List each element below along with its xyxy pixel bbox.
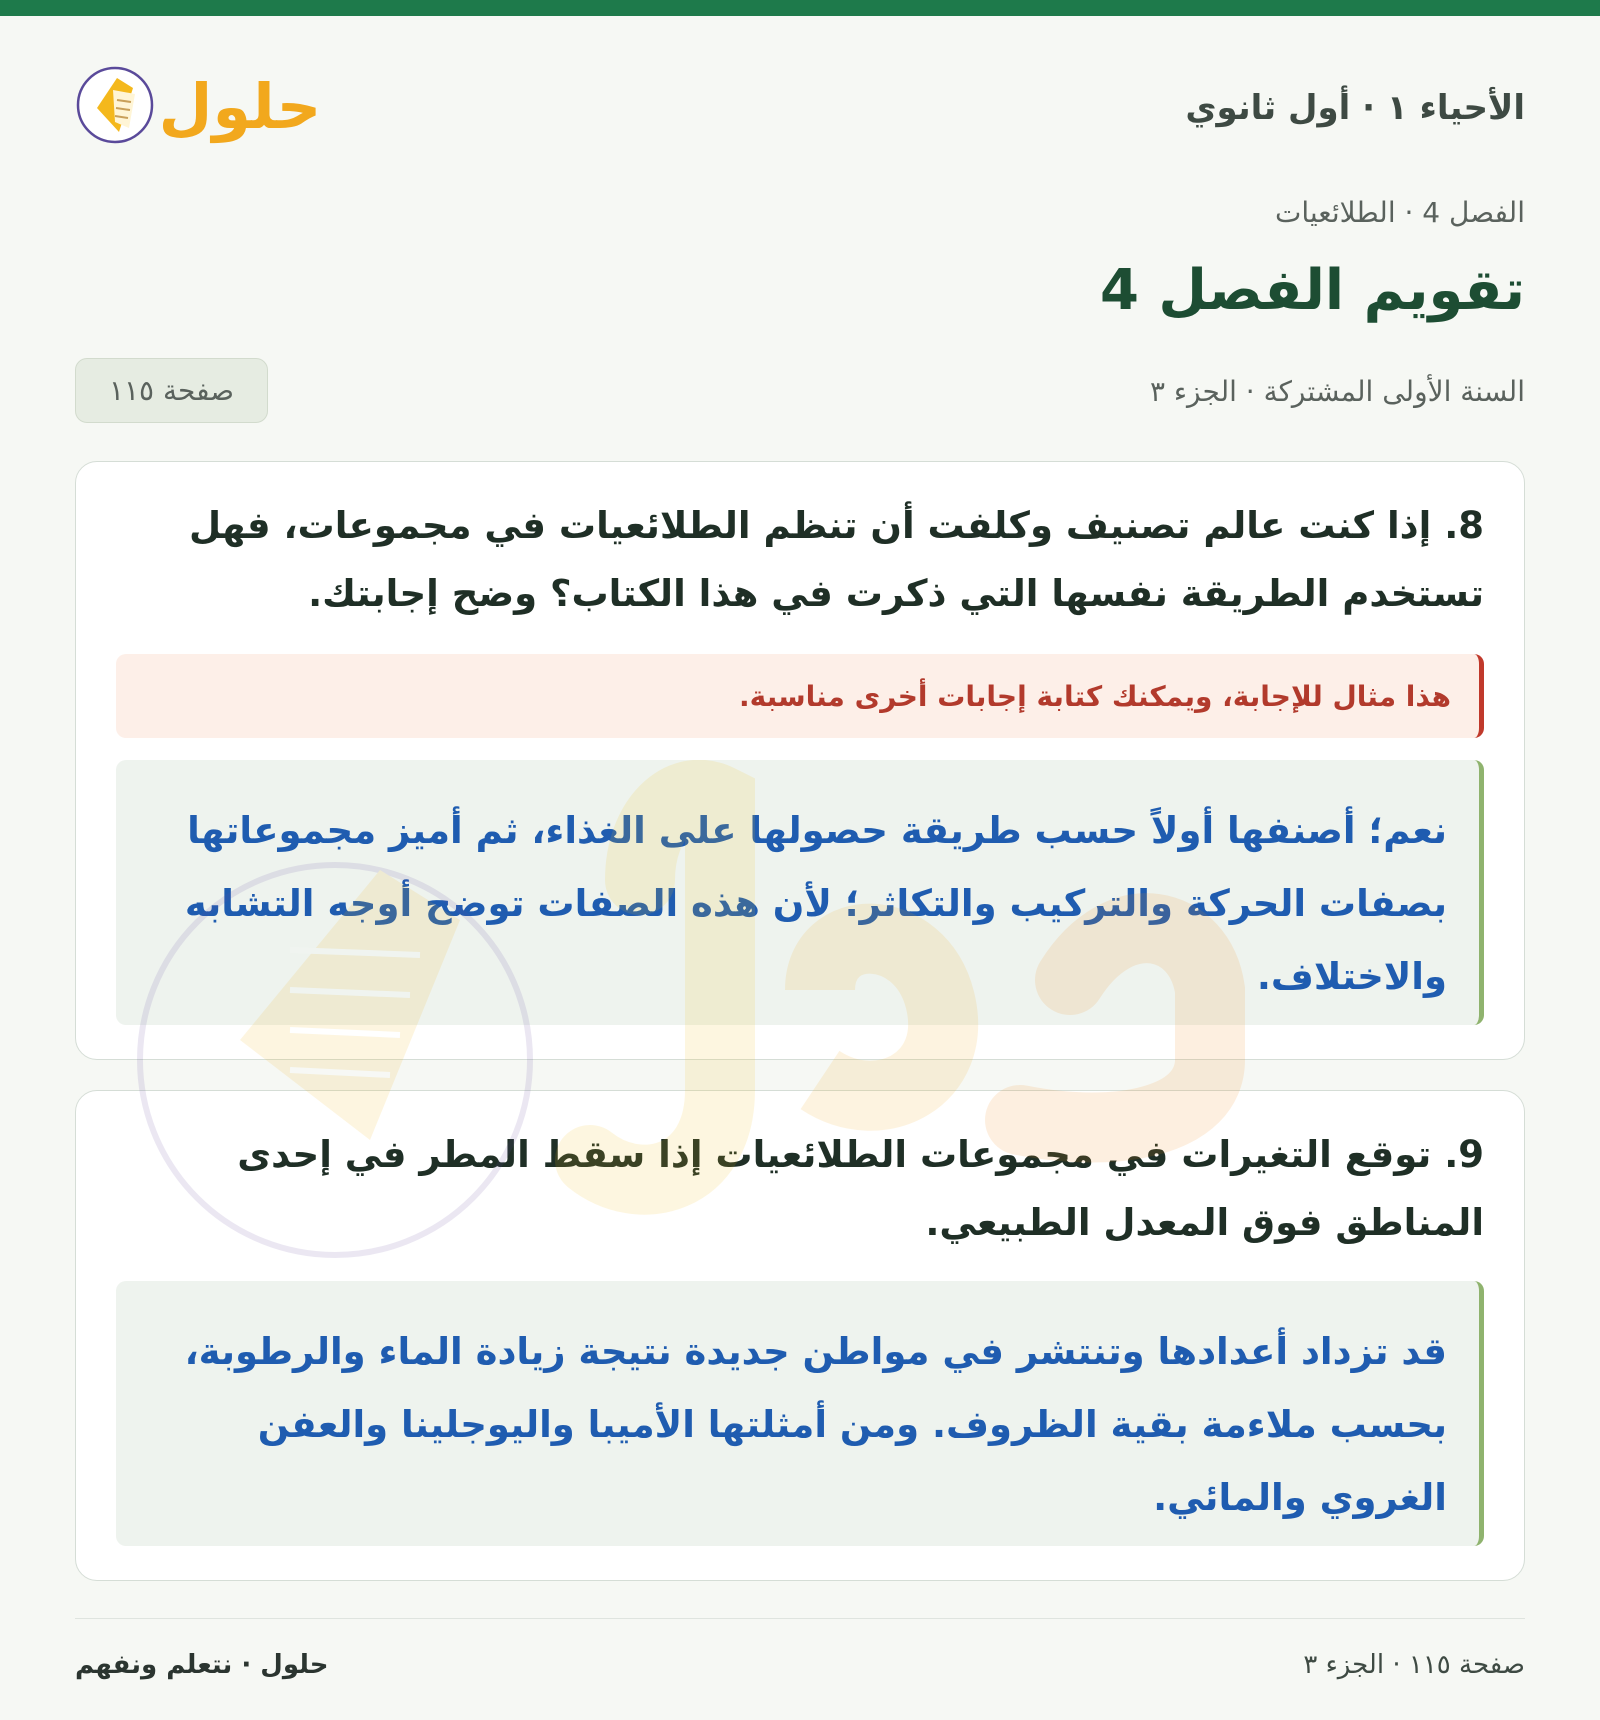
example-answer-note: هذا مثال للإجابة، ويمكنك كتابة إجابات أخرى مناسبة. <box>116 654 1484 738</box>
book-page-icon <box>78 68 152 142</box>
site-logo[interactable] <box>75 50 335 160</box>
book-info: السنة الأولى المشتركة · الجزء ٣ <box>1149 375 1525 408</box>
chapter-breadcrumb[interactable]: الفصل 4 · الطلائعيات <box>1274 196 1525 229</box>
page-number-badge: صفحة ١١٥ <box>75 358 268 423</box>
footer-brand: حلول · نتعلم ونفهم <box>75 1650 329 1680</box>
top-accent-bar <box>0 0 1600 16</box>
logo-text: حلول <box>158 70 322 143</box>
question-card <box>75 1090 1525 1581</box>
subject-title: الأحياء ١ · أول ثانوي <box>1185 88 1525 128</box>
page-title: تقويم الفصل 4 <box>1099 258 1525 323</box>
footer-divider <box>75 1618 1525 1619</box>
answer-box: قد تزداد أعدادها وتنتشر في مواطن جديدة نتيجة زيادة الماء والرطوبة، بحسب ملاءمة بقية الظروف. ومن أمثلتها الأميبا واليوجلينا والعفن الغروي والمائي. <box>116 1281 1484 1546</box>
question-text: 8. إذا كنت عالم تصنيف وكلفت أن تنظم الطلائعيات في مجموعات، فهل تستخدم الطريقة نفسها التي ذكرت في هذا الكتاب؟ وضح إجابتك. <box>188 504 1484 615</box>
answer-box: نعم؛ أصنفها أولاً حسب طريقة حصولها على الغذاء، ثم أميز مجموعاتها بصفات الحركة والتركيب والتكاثر؛ لأن هذه الصفات توضح أوجه التشابه والاختلاف. <box>116 760 1484 1025</box>
page-header <box>75 50 1525 160</box>
footer-page-info: صفحة ١١٥ · الجزء ٣ <box>1303 1650 1525 1680</box>
question-text: 9. توقع التغيرات في مجموعات الطلائعيات إذا سقط المطر في إحدى المناطق فوق المعدل الطبيعي. <box>237 1133 1484 1244</box>
question-card <box>75 461 1525 1060</box>
